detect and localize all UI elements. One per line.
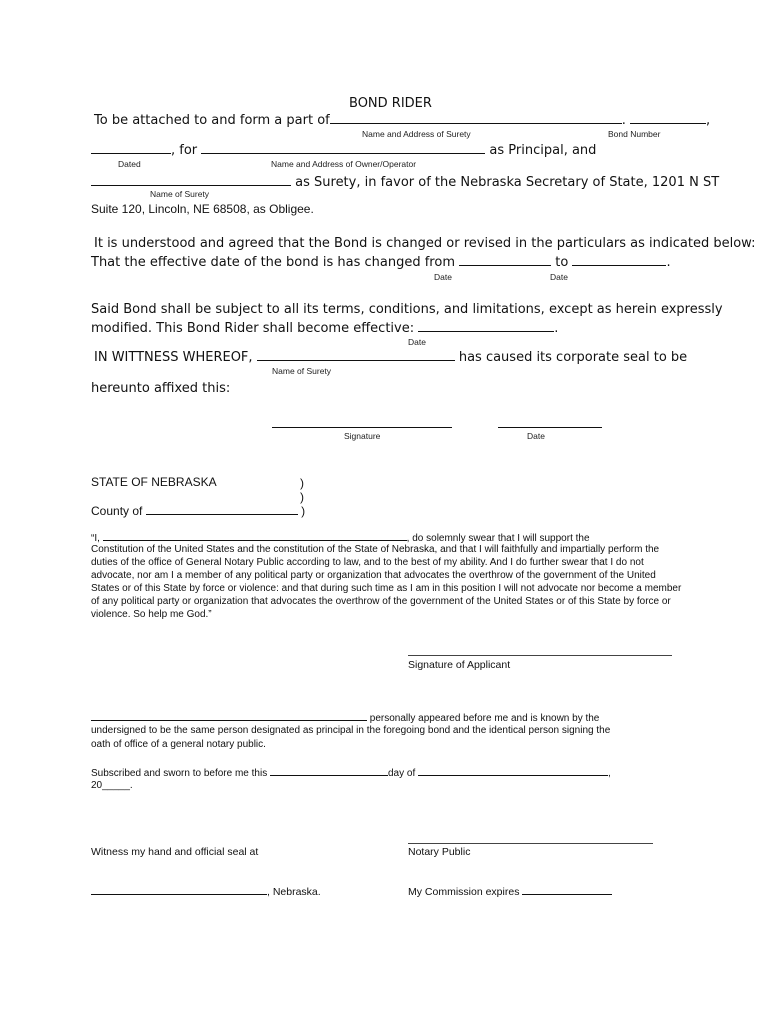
seal-text: has caused its corporate seal to be <box>458 350 688 365</box>
caption-date-effective: Date <box>408 337 426 347</box>
witness-seal-label: Witness my hand and official seal at <box>91 846 259 858</box>
for-line <box>91 142 596 158</box>
commission-label: My Commission expires <box>408 886 520 898</box>
oath-open: “I, <box>91 533 100 544</box>
caption-date-to: Date <box>550 272 568 282</box>
appeared-line-3: oath of office of a general notary public. <box>91 739 266 750</box>
oath-first-line <box>91 531 590 544</box>
effective-date-label: That the effective date of the bond is has changed from <box>91 255 455 270</box>
caption-owner: Name and Address of Owner/Operator <box>271 159 417 169</box>
attach-label: To be attached to and form a part of <box>94 113 330 128</box>
separator-comma: , <box>706 113 711 128</box>
for-label: , for <box>171 143 198 158</box>
subscribed-line <box>91 766 611 779</box>
witness-label: IN WITTNESS WHEREOF, <box>94 350 253 365</box>
applicant-signature-line[interactable] <box>408 655 672 656</box>
subscribed-day-field[interactable] <box>270 766 388 776</box>
subscribed-month-field[interactable] <box>418 766 608 776</box>
location-field[interactable] <box>91 885 267 895</box>
witness-surety-field[interactable] <box>257 349 455 361</box>
signature-date-line[interactable] <box>498 427 602 428</box>
terms-statement: Said Bond shall be subject to all its terms, conditions, and limitations, except as herein expressly <box>91 302 723 317</box>
oath-name-field[interactable] <box>103 531 407 541</box>
to-date-field[interactable] <box>572 254 666 266</box>
changed-statement: It is understood and agreed that the Bond is changed or revised in the particulars as indicated below: <box>94 236 756 251</box>
paren-1: ) <box>300 476 304 490</box>
from-date-field[interactable] <box>459 254 551 266</box>
appeared-line <box>91 711 599 724</box>
paren-2: ) <box>300 490 304 504</box>
period: . <box>554 321 559 336</box>
notary-signature-line[interactable] <box>408 843 653 844</box>
caption-bond-number: Bond Number <box>608 129 661 139</box>
attach-line <box>94 112 710 128</box>
subscribed-label: Subscribed and sworn to before me this <box>91 768 268 779</box>
notary-public-label: Notary Public <box>408 846 471 858</box>
appeared-text: personally appeared before me and is known by the <box>369 713 600 724</box>
dated-field[interactable] <box>91 142 171 154</box>
rider-effective-label: modified. This Bond Rider shall become effective: <box>91 321 415 336</box>
county-field[interactable] <box>146 503 298 515</box>
appeared-name-field[interactable] <box>91 711 367 721</box>
caption-name-surety: Name of Surety <box>150 189 210 199</box>
commission-line <box>408 885 612 898</box>
caption-date-signature: Date <box>527 431 545 441</box>
obligee-line: Suite 120, Lincoln, NE 68508, as Obligee. <box>91 202 314 216</box>
caption-dated: Dated <box>118 159 141 169</box>
principal-label: as Principal, and <box>489 143 597 158</box>
to-label: to <box>555 255 569 270</box>
nebraska-label: , Nebraska. <box>267 886 321 898</box>
comma: , <box>608 768 611 779</box>
surety-name-field[interactable] <box>91 174 291 186</box>
signature-line[interactable] <box>272 427 452 428</box>
affixed-line: hereunto affixed this: <box>91 381 231 396</box>
surety-line <box>91 174 719 190</box>
state-label: STATE OF NEBRASKA <box>91 475 217 489</box>
document-title: BOND RIDER <box>349 96 432 111</box>
paren-3: ) <box>301 504 306 518</box>
witness-line <box>94 349 687 365</box>
subscribed-year[interactable]: 20_____. <box>91 780 133 791</box>
rider-effective-line <box>91 320 558 336</box>
county-label: County of <box>91 504 143 518</box>
rider-effective-date-field[interactable] <box>418 320 554 332</box>
surety-text: as Surety, in favor of the Nebraska Secretary of State, 1201 N ST <box>295 175 720 190</box>
commission-date-field[interactable] <box>522 885 612 895</box>
period: . <box>666 255 671 270</box>
effective-date-line <box>91 254 671 270</box>
separator: . <box>621 113 626 128</box>
caption-name-surety-2: Name of Surety <box>272 366 332 376</box>
owner-operator-field[interactable] <box>201 142 485 154</box>
caption-signature: Signature <box>344 431 381 441</box>
day-of-label: day of <box>388 768 416 779</box>
county-line <box>91 503 305 518</box>
appeared-line-2: undersigned to be the same person designated as principal in the foregoing bond and the identical person signing the <box>91 725 611 736</box>
oath-rest: , do solemnly swear that I will support the <box>406 533 590 544</box>
caption-date-from: Date <box>434 272 452 282</box>
surety-address-field[interactable] <box>330 112 622 124</box>
applicant-signature-label: Signature of Applicant <box>408 659 511 671</box>
oath-body: Constitution of the United States and the constitution of the State of Nebraska, and that I will faithfully and impartially perform the duties of the office of General Notary Public according to law, and to the best of my ability. And I do further swear that I do not advocate, nor am I a member of any political party or organization that advocates the overthrow of the government of the United States or of this State by force or violence: and that during such time as I am in this position I will not advocate nor become a member of any political party or organization that advocates the overthrow of the government of the United States or of this State by force or violence. So help me God.” <box>91 544 682 620</box>
bond-number-field[interactable] <box>630 112 706 124</box>
caption-surety-address: Name and Address of Surety <box>362 129 471 139</box>
nebraska-line <box>91 885 321 898</box>
